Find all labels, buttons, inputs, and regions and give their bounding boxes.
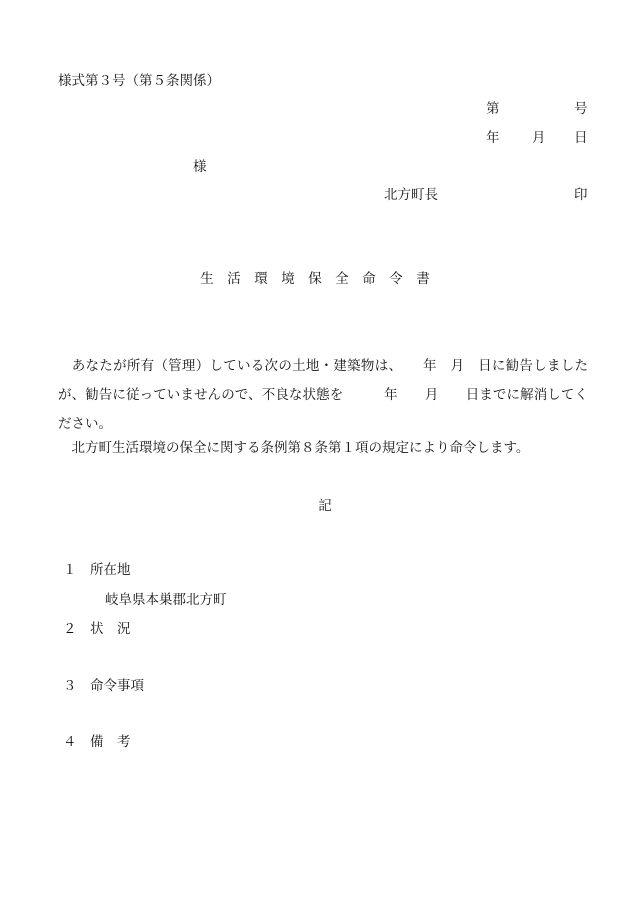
date-day-label: 日: [574, 130, 588, 146]
item-number: ４: [63, 734, 77, 750]
body-paragraph-2: 北方町生活環境の保全に関する条例第８条第１項の規定により命令します。: [58, 440, 530, 456]
item-label: 所在地: [90, 562, 131, 578]
item-number: １: [63, 562, 77, 578]
item-order: [63, 677, 144, 695]
item-remarks: [63, 733, 131, 751]
item-label: 状 況: [90, 621, 131, 637]
body-paragraph-1: あなたが所有（管理）している次の土地・建築物は、 年 月 日に勧告しましたが、勧告に従っていませんので、不良な状態を 年 月 日までに解消してください。: [58, 358, 588, 432]
item-label: 備 考: [90, 734, 131, 750]
date-year-label: 年: [486, 130, 500, 146]
doc-number-prefix: 第: [486, 101, 500, 117]
item-location: [63, 561, 131, 579]
issuer-name: 北方町長: [384, 187, 438, 203]
ki-heading: 記: [318, 498, 332, 514]
date-month-label: 月: [532, 130, 546, 146]
document-title: 生 活 環 境 保 全 命 令 書: [200, 271, 430, 287]
doc-number-suffix: 号: [574, 101, 588, 117]
item-status: [63, 620, 131, 638]
location-address: 岐阜県本巣郡北方町: [105, 592, 227, 608]
item-number: ３: [63, 678, 77, 694]
item-label: 命令事項: [90, 678, 144, 694]
item-number: ２: [63, 621, 77, 637]
recipient-honorific: 様: [193, 159, 207, 175]
form-number: 様式第３号（第５条関係）: [58, 73, 220, 89]
seal-mark: 印: [574, 187, 588, 203]
